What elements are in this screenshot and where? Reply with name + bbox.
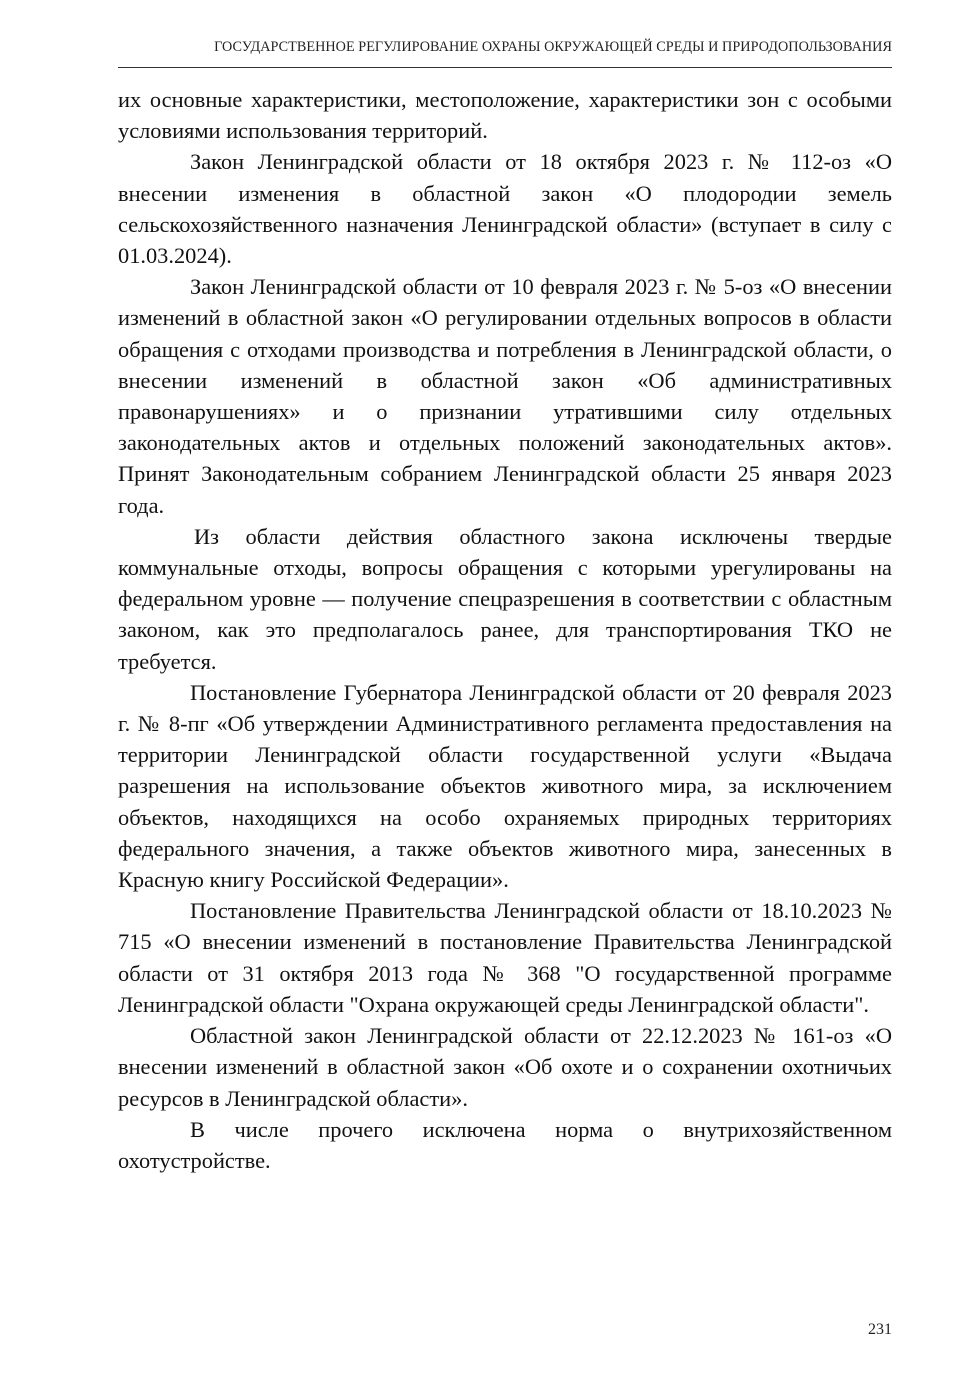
body-text [118, 84, 892, 1176]
running-header: ГОСУДАРСТВЕННОЕ РЕГУЛИРОВАНИЕ ОХРАНЫ ОКРУЖАЮЩЕЙ СРЕДЫ И ПРИРОДОПОЛЬЗОВАНИЯ [214, 39, 892, 55]
paragraph: Из области действия областного закона исключены твердые коммунальные отходы, вопросы обращения с которыми урегулированы на федеральном уровне — получение спецразрешения в соответствии с областным законом, как это предполагалось ранее, для транспортирования ТКО не требуется. [118, 523, 892, 674]
paragraph: В числе прочего исключена норма о внутрихозяйственном охотустройстве. [118, 1116, 892, 1173]
paragraph: их основные характеристики, местоположение, характеристики зон с особыми условиями использования территорий. [118, 87, 892, 144]
paragraph: Закон Ленинградской области от 18 октября 2023 г. № 112-оз «О внесении изменения в областной закон «О плодородии земель сельскохозяйственного назначения Ленинградской области» (вступает в силу с 01.03.2024). [118, 149, 892, 269]
paragraph: Областной закон Ленинградской области от 22.12.2023 № 161-оз «О внесении изменений в областной закон «Об охоте и о сохранении охотничьих ресурсов в Ленинградской области». [118, 1023, 892, 1111]
paragraph: Постановление Правительства Ленинградской области от 18.10.2023 № 715 «О внесении изменений в постановление Правительства Ленинградской области от 31 октября 2013 года № 368 "О государственной программе Ленинградской области "Охрана окружающей среды Ленинградской области". [118, 898, 892, 1017]
paragraph: Постановление Губернатора Ленинградской области от 20 февраля 2023 г. № 8-пг «Об утверждении Административного регламента предоставления на территории Ленинградской области государственной услуги «Выдача разрешения на использование объектов животного мира, за исключением объектов, находящихся на особо охраняемых природных территориях федерального значения, а также объектов животного мира, занесенных в Красную книгу Российской Федерации». [118, 679, 892, 893]
header-rule [118, 67, 892, 68]
page-number: 231 [868, 1321, 892, 1338]
paragraph: Закон Ленинградской области от 10 февраля 2023 г. № 5-оз «О внесении изменений в областной закон «О регулировании отдельных вопросов в области обращения с отходами производства и потребления в Ленинградской области, о внесении изменений в областной закон «Об административных правонарушениях» и о признании утратившими силу отдельных законодательных актов и отдельных положений законодательных актов». Принят Законодательным собранием Ленинградской области 25 января 2023 года. [118, 274, 892, 518]
